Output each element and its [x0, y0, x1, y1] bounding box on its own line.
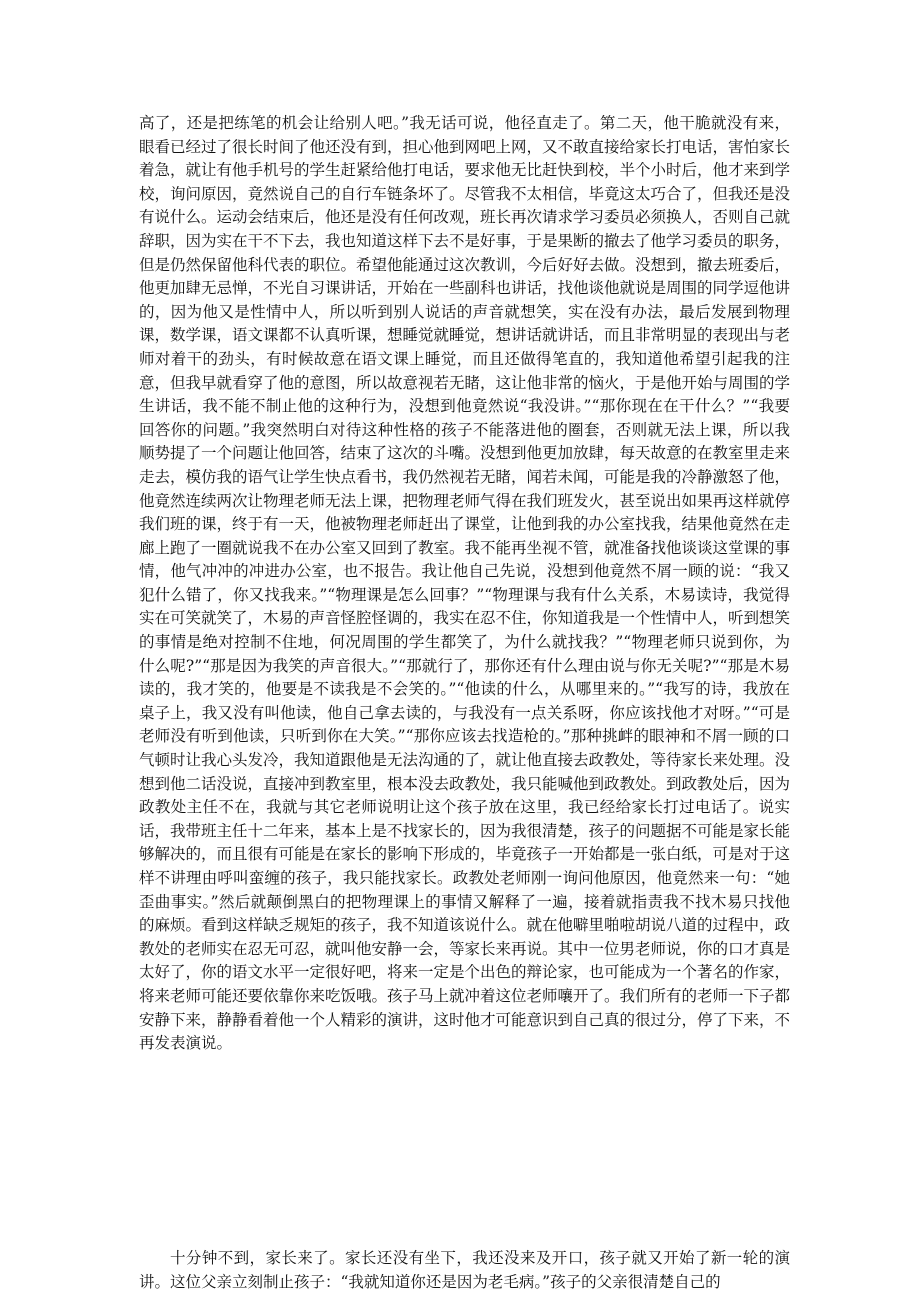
body-paragraph-2: 十分钟不到，家长来了。家长还没有坐下，我还没来及开口，孩子就又开始了新一轮的演讲。这位父亲立刻制止孩子：“我就知道你还是因为老毛病。”孩子的父亲很清楚自己的 — [139, 1249, 790, 1291]
body-paragraph-1: 高了，还是把练笔的机会让给别人吧。”我无话可说，他径直走了。第二天，他干脆就没有来，眼看已经过了很长时间了他还没有到，担心他到网吧上网，又不敢直接给家长打电话，害怕家长着急，就让有他手机号的学生赶紧给他打电话，要求他无比赶快到校，半个小时后，他才来到学校，询问原因，竟然说自己的自行车链条坏了。尽管我不太相信，毕竟这太巧合了，但我还是没有说什么。运动会结束后，他还是没有任何改观，班长再次请求学习委员必须换人，否则自己就辞职，因为实在干不下去，我也知道这样下去不是好事，于是果断的撤去了他学习委员的职务，但是仍然保留他科代表的职位。希望他能通过这次教训，今后好好去做。没想到，撤去班委后，他更加肆无忌惮，不光自习课讲话，开始在一些副科也讲话，找他谈他就说是周围的同学逗他讲的，因为他又是性情中人，所以听到别人说话的声音就想笑，实在没有办法，最后发展到物理课，数学课，语文课都不认真听课，想睡觉就睡觉，想讲话就讲话，而且非常明显的表现出与老师对着干的劲头，有时候故意在语文课上睡觉，而且还做得笔直的，我知道他希望引起我的注意，但我早就看穿了他的意图，所以故意视若无睹，这让他非常的恼火，于是他开始与周围的学生讲话，我不能不制止他的这种行为，没想到他竟然说“我没讲。”“那你现在在干什么？”“我要回答你的问题。”我突然明白对待这种性格的孩子不能落进他的圈套，否则就无法上课，所以我顺势提了一个问题让他回答，结束了这次的斗嘴。没想到他更加放肆，每天故意的在教室里走来走去，模仿我的语气让学生快点看书，我仍然视若无睹，闻若未闻，可能是我的冷静激怒了他，他竟然连续两次让物理老师无法上课，把物理老师气得在我们班发火，甚至说出如果再这样就停我们班的课，终于有一天，他被物理老师赶出了课堂，让他到我的办公室找我，结果他竟然在走廊上跑了一圈就说我不在办公室又回到了教室。我不能再坐视不管，就准备找他谈谈这堂课的事情，他气冲冲的冲进办公室，也不报告。我让他自己先说，没想到他竟然不屑一顾的说：“我又犯什么错了，你又找我来。”“物理课是怎么回事？”“物理课与我有什么关系，木易读诗，我觉得实在可笑就笑了，木易的声音怪腔怪调的，我实在忍不住，你知道我是一个性情中人，听到想笑的事情是绝对控制不住地，何况周围的学生都笑了，为什么就找我？”“物理老师只说到你，为什么呢?”“那是因为我笑的声音很大。”“那就行了，那你还有什么理由说与你无关呢?”“那是木易读的，我才笑的，他要是不读我是不会笑的。”“他读的什么，从哪里来的。”“我写的诗，我放在桌子上，我又没有叫他读，他自己拿去读的，与我没有一点关系呀，你应该找他才对呀。”“可是老师没有听到他读，只听到你在大笑。”“那你应该去找造枪的。”那种挑衅的眼神和不屑一顾的口气顿时让我心头发冷，我知道跟他是无法沟通的了，就让他直接去政教处，等待家长来处理。没想到他二话没说，直接冲到教室里，根本没去政教处，我只能喊他到政教处。到政教处后，因为政教处主任不在，我就与其它老师说明让这个孩子放在这里，我已经给家长打过电话了。说实话，我带班主任十二年来，基本上是不找家长的，因为我很清楚，孩子的问题据不可能是家长能够解决的，而且很有可能是在家长的影响下形成的，毕竟孩子一开始都是一张白纸，可是对于这样不讲理由呼叫蛮缠的孩子，我只能找家长。政教处老师刚一询问他原因，他竟然来一句：“她歪曲事实。”然后就颠倒黑白的把物理课上的事情又解释了一遍，接着就指责我不找木易只找他的麻烦。看到这样缺乏规矩的孩子，我不知道该说什么。就在他噼里啪啦胡说八道的过程中，政教处的老师实在忍无可忍，就叫他安静一会，等家长来再说。其中一位男老师说，你的口才真是太好了，你的语文水平一定很好吧，将来一定是个出色的辩论家，也可能成为一个著名的作家，将来老师可能还要依靠你来吃饭哦。孩子马上就冲着这位老师嚷开了。我们所有的老师一下子都安静下来，静静看着他一个人精彩的演讲，这时他才可能意识到自己真的很过分，停了下来，不再发表演说。 — [139, 114, 791, 1053]
